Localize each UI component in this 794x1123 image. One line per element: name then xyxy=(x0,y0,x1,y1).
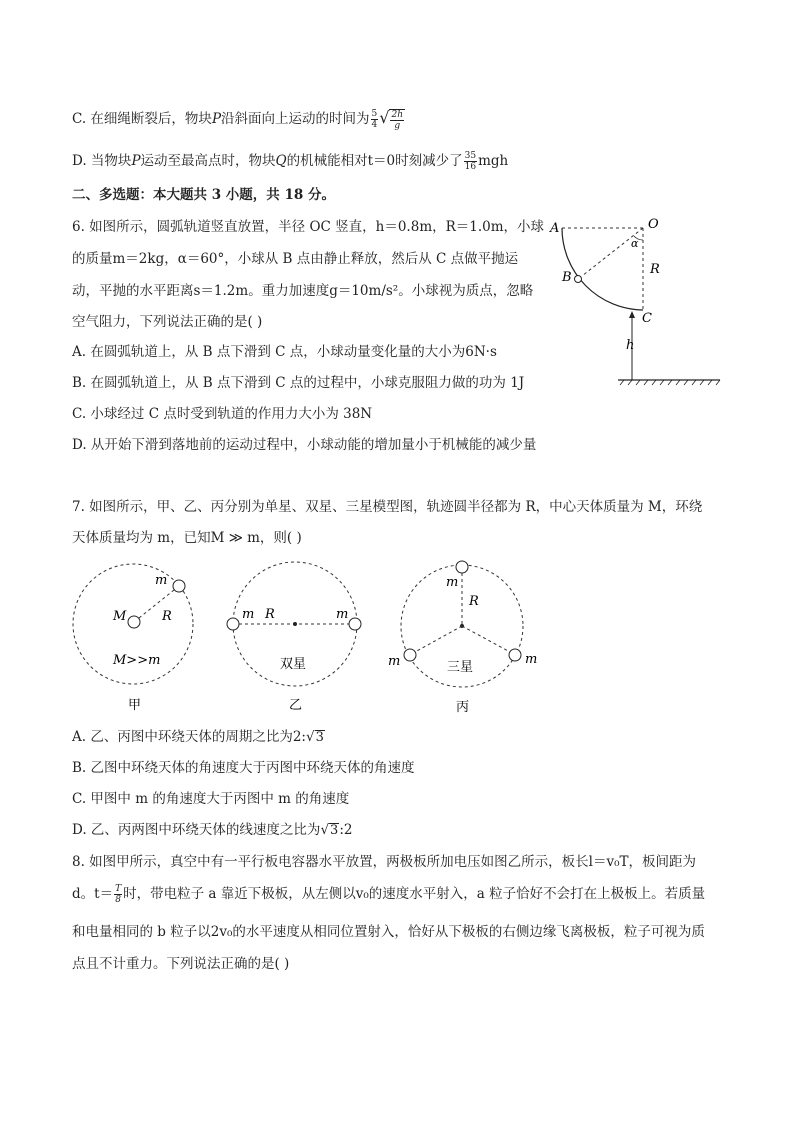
label-R: R xyxy=(650,262,660,277)
fig3-caption: 丙 xyxy=(456,700,470,715)
q5-option-c-var: P xyxy=(211,111,222,127)
sqrt-sign: √ xyxy=(320,822,330,838)
fig3-m-right: m xyxy=(525,652,538,667)
q5-option-d-var1: P xyxy=(131,153,141,169)
q8-stem-line3: 和电量相同的 b 粒子以2v₀的水平速度从相同位置射入，恰好从下极板的右侧边缘飞离极板，粒子可视为质 xyxy=(72,924,705,940)
q7-option-b: B. 乙图中环绕天体的角速度大于丙图中环绕天体的角速度 xyxy=(72,760,415,776)
label-O: O xyxy=(648,217,659,232)
q5-option-d-mid: 运动至最高点时，物块 xyxy=(140,153,276,169)
q7-option-d-root: 3 xyxy=(330,823,339,838)
q7-option-a-pre: A. 乙、丙图中环绕天体的周期之比为2: xyxy=(72,729,306,745)
q6-stem-line3: 动，平抛的水平距离s＝1.2m。重力加速度g＝10m/s²。小球视为质点，忽略 xyxy=(72,283,534,299)
q5-option-d-post: 的机械能相对t＝0时刻减少了 xyxy=(286,153,463,169)
frac-den: 4 xyxy=(371,120,378,130)
label-B: B xyxy=(562,270,572,285)
q8-line2-post: 时，带电粒子 a 靠近下极板，从左侧以v₀的速度水平射入，a 粒子恰好不会打在上极板上。若质量 xyxy=(123,886,706,902)
q7-option-a-root: 3 xyxy=(315,730,324,745)
q7-star-models-figure xyxy=(66,558,536,718)
q7-stem-line1: 7. 如图所示，甲、乙、丙分别为单星、双星、三星模型图，轨迹圆半径都为 R，中心天体质量为 M，环绕 xyxy=(72,499,703,515)
label-alpha: α xyxy=(631,237,639,250)
label-h: h xyxy=(626,338,635,353)
q7-option-d-post: :2 xyxy=(339,822,353,838)
fig1-M: M xyxy=(113,609,127,624)
q8-line2-fraction xyxy=(114,884,122,905)
fig2-R: R xyxy=(265,607,275,622)
root-den: g xyxy=(394,121,401,131)
q5-option-c-root xyxy=(389,109,405,131)
q5-option-d-tail: mgh xyxy=(478,153,509,169)
q8-stem-line2 xyxy=(72,884,705,905)
fig1-m: m xyxy=(155,573,168,588)
fig3-R: R xyxy=(469,594,479,609)
q8-stem-line4: 点且不计重力。下列说法正确的是( ) xyxy=(72,956,290,972)
q5-option-c-post: 沿斜面向上运动的时间为 xyxy=(221,111,370,127)
q6-option-b: B. 在圆弧轨道上，从 B 点下滑到 C 点的过程中，小球克服阻力做的功为 1J xyxy=(72,375,525,391)
q5-option-c-pre: C. 在细绳断裂后，物块 xyxy=(72,111,212,127)
q8-line2-pre: d。t＝ xyxy=(72,886,114,902)
q7-option-d xyxy=(72,821,352,839)
root-num: 2h xyxy=(391,110,403,120)
q5-option-d-var2: Q xyxy=(275,153,287,169)
fig2-m-left: m xyxy=(242,607,255,622)
label-A: A xyxy=(550,221,560,236)
fig2-m-right: m xyxy=(336,607,349,622)
fig2-caption: 乙 xyxy=(289,698,303,713)
q7-stem-line2: 天体质量均为 m，已知M ≫ m，则( ) xyxy=(72,530,302,546)
frac-den: 16 xyxy=(464,162,477,172)
q5-option-c xyxy=(72,109,405,131)
frac-num: 35 xyxy=(464,151,477,161)
fig3-m-left: m xyxy=(388,654,401,669)
fig3-label: 三星 xyxy=(447,660,474,675)
q5-option-d-fraction xyxy=(464,151,477,172)
frac-num: T xyxy=(115,884,122,894)
label-C: C xyxy=(642,311,652,326)
q7-option-c: C. 甲图中 m 的角速度大于丙图中 m 的角速度 xyxy=(72,791,350,807)
frac-num: 5 xyxy=(371,109,378,119)
q6-stem-line1: 6. 如图所示，圆弧轨道竖直放置，半径 OC 竖直，h＝0.8m，R＝1.0m，小球 xyxy=(72,219,545,235)
q6-option-a: A. 在圆弧轨道上，从 B 点下滑到 C 点，小球动量变化量的大小为6N·s xyxy=(72,344,497,360)
q6-arc-track-figure xyxy=(540,210,730,390)
q6-option-d: D. 从开始下滑到落地前的运动过程中，小球动能的增加量小于机械能的减少量 xyxy=(72,437,537,453)
q7-option-d-pre: D. 乙、丙两图中环绕天体的线速度之比为 xyxy=(72,822,321,838)
q6-stem-line4: 空气阻力，下列说法正确的是( ) xyxy=(72,314,263,330)
fig1-R: R xyxy=(162,609,172,624)
q6-option-c: C. 小球经过 C 点时受到轨道的作用力大小为 38N xyxy=(72,406,373,422)
sqrt-sign: √ xyxy=(379,108,390,127)
fig3-m-top: m xyxy=(446,575,459,590)
fig1-relation: M>>m xyxy=(113,653,161,668)
section-heading-multi-choice: 二、多选题：本大题共 3 小题，共 18 分。 xyxy=(72,187,335,203)
q5-option-d-pre: D. 当物块 xyxy=(72,153,132,169)
fig1-caption: 甲 xyxy=(128,698,142,713)
frac-den: 8 xyxy=(115,895,121,905)
q5-option-d xyxy=(72,151,508,172)
sqrt-sign: √ xyxy=(305,729,315,745)
q7-option-a xyxy=(72,728,325,746)
q8-stem-line1: 8. 如图甲所示，真空中有一平行板电容器水平放置，两极板所加电压如图乙所示，板长l＝v₀T，板间距为 xyxy=(72,854,697,870)
fig2-label: 双星 xyxy=(280,657,307,672)
q5-option-c-fraction xyxy=(371,109,379,130)
q6-stem-line2: 的质量m＝2kg，α＝60°，小球从 B 点由静止释放，然后从 C 点做平抛运 xyxy=(72,251,519,267)
